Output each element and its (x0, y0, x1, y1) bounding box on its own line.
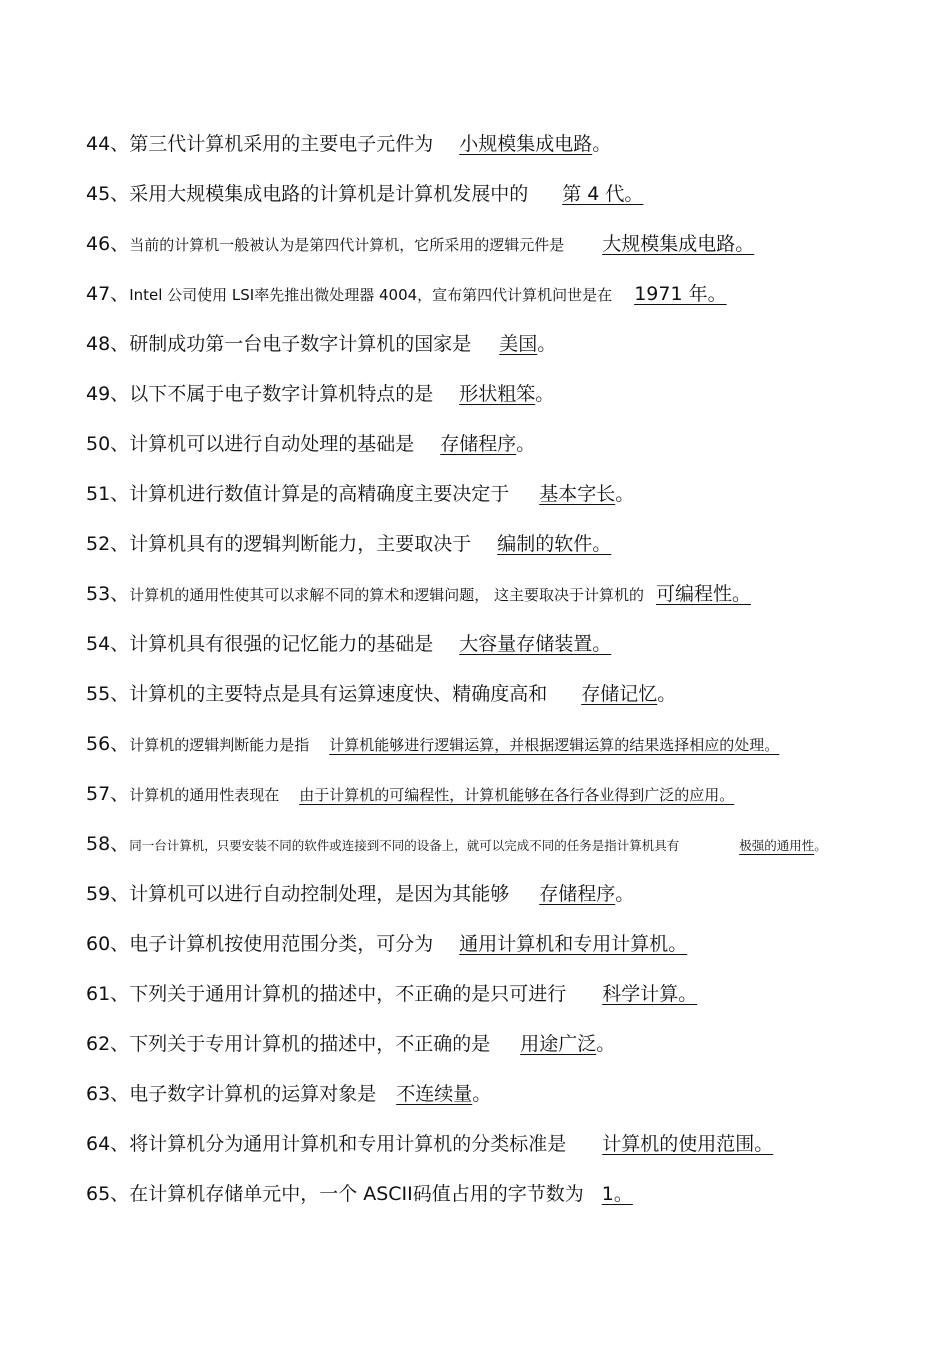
question-text: 在计算机存储单元中，一个 ASCII码值占用的字节数为 (129, 1183, 584, 1205)
answer-text: 用途广泛 (520, 1033, 597, 1055)
answer-text: 存储程序 (440, 433, 517, 455)
question-text: 计算机的主要特点是具有运算速度快、精确度高和 (129, 683, 548, 705)
question-57 (86, 781, 890, 808)
answer-text: 存储程序 (539, 883, 616, 905)
question-50 (86, 431, 890, 457)
answer-text: 存储记忆 (581, 683, 658, 705)
question-tail: 。 (516, 433, 536, 455)
answer-text: 第 4 代。 (562, 183, 644, 205)
question-text: 下列关于通用计算机的描述中，不正确的是只可进行 (129, 983, 567, 1005)
question-text: 采用大规模集成电路的计算机是计算机发展中的 (129, 183, 529, 205)
question-63 (86, 1081, 890, 1107)
question-tail: 。 (615, 883, 635, 905)
question-number: 53、 (86, 583, 130, 605)
question-number: 55、 (86, 683, 130, 705)
question-tail: 。 (535, 383, 555, 405)
answer-text: 通用计算机和专用计算机。 (459, 933, 688, 955)
answer-text: 大规模集成电路。 (602, 233, 755, 255)
question-58 (86, 831, 890, 859)
question-number: 49、 (86, 383, 130, 405)
question-text: 计算机具有很强的记忆能力的基础是 (129, 633, 434, 655)
question-text: 计算机的通用性使其可以求解不同的算术和逻辑问题， 这主要取决于计算机的 (129, 586, 644, 604)
question-46 (86, 231, 890, 258)
question-number: 64、 (86, 1133, 130, 1155)
question-text: 电子计算机按使用范围分类，可分为 (129, 933, 434, 955)
question-tail: 。 (657, 683, 677, 705)
question-tail: 。 (814, 838, 827, 853)
answer-text: 1971 年。 (634, 283, 727, 305)
question-tail: 。 (592, 133, 612, 155)
question-47 (86, 281, 890, 308)
question-text: 计算机可以进行自动控制处理，是因为其能够 (129, 883, 510, 905)
question-55 (86, 681, 890, 707)
question-text: 计算机具有的逻辑判断能力，主要取决于 (129, 533, 472, 555)
question-text: Intel 公司使用 LSI率先推出微处理器 4004，宣布第四代计算机问世是在 (129, 286, 613, 304)
question-number: 63、 (86, 1083, 130, 1105)
question-45 (86, 181, 890, 207)
question-number: 57、 (86, 783, 130, 805)
question-61 (86, 981, 890, 1007)
question-49 (86, 381, 890, 407)
question-text: 计算机的逻辑判断能力是指 (129, 736, 310, 754)
question-text: 将计算机分为通用计算机和专用计算机的分类标准是 (129, 1133, 567, 1155)
answer-text: 编制的软件。 (497, 533, 612, 555)
question-text: 当前的计算机一般被认为是第四代计算机，它所采用的逻辑元件是 (129, 236, 565, 254)
question-53 (86, 581, 890, 608)
answer-text: 基本字长 (539, 483, 616, 505)
question-text: 同一台计算机，只要安装不同的软件或连接到不同的设备上，就可以完成不同的任务是指计算机具有 (129, 838, 680, 853)
answer-text: 不连续量 (396, 1083, 473, 1105)
question-44 (86, 131, 890, 157)
question-number: 51、 (86, 483, 130, 505)
question-text: 计算机进行数值计算是的高精确度主要决定于 (129, 483, 510, 505)
answer-text: 大容量存储装置。 (459, 633, 612, 655)
question-text: 计算机的通用性表现在 (129, 786, 280, 804)
question-text: 第三代计算机采用的主要电子元件为 (129, 133, 434, 155)
answer-text: 形状粗笨 (459, 383, 536, 405)
question-number: 58、 (86, 833, 130, 855)
question-number: 65、 (86, 1183, 130, 1205)
question-59 (86, 881, 890, 907)
question-number: 62、 (86, 1033, 130, 1055)
question-number: 60、 (86, 933, 130, 955)
question-64 (86, 1131, 890, 1157)
question-text: 电子数字计算机的运算对象是 (129, 1083, 377, 1105)
question-text: 以下不属于电子数字计算机特点的是 (129, 383, 434, 405)
answer-text: 计算机的使用范围。 (602, 1133, 774, 1155)
question-51 (86, 481, 890, 507)
question-62 (86, 1031, 890, 1057)
answer-text: 计算机能够进行逻辑运算，并根据逻辑运算的结果选择相应的处理。 (329, 736, 780, 754)
question-tail: 。 (537, 333, 557, 355)
question-54 (86, 631, 890, 657)
question-number: 59、 (86, 883, 130, 905)
answer-text: 可编程性。 (655, 583, 751, 605)
question-52 (86, 531, 890, 557)
question-number: 44、 (86, 133, 130, 155)
question-number: 54、 (86, 633, 130, 655)
question-tail: 。 (596, 1033, 616, 1055)
question-65 (86, 1181, 890, 1207)
question-number: 56、 (86, 733, 130, 755)
answer-text: 科学计算。 (602, 983, 698, 1005)
answer-text: 美国 (499, 333, 538, 355)
question-48 (86, 331, 890, 357)
answer-text: 极强的通用性 (739, 838, 815, 853)
question-number: 47、 (86, 283, 130, 305)
question-tail: 。 (615, 483, 635, 505)
question-text: 研制成功第一台电子数字计算机的国家是 (129, 333, 472, 355)
question-number: 46、 (86, 233, 130, 255)
answer-text: 小规模集成电路 (459, 133, 593, 155)
question-number: 50、 (86, 433, 130, 455)
question-text: 下列关于专用计算机的描述中，不正确的是 (129, 1033, 491, 1055)
question-tail: 。 (472, 1083, 492, 1105)
answer-text: 由于计算机的可编程性，计算机能够在各行各业得到广泛的应用。 (299, 786, 735, 804)
question-number: 52、 (86, 533, 130, 555)
question-number: 48、 (86, 333, 130, 355)
question-60 (86, 931, 890, 957)
question-text: 计算机可以进行自动处理的基础是 (129, 433, 415, 455)
question-number: 61、 (86, 983, 130, 1005)
question-56 (86, 731, 890, 758)
question-number: 45、 (86, 183, 130, 205)
answer-text: 1。 (601, 1183, 633, 1205)
